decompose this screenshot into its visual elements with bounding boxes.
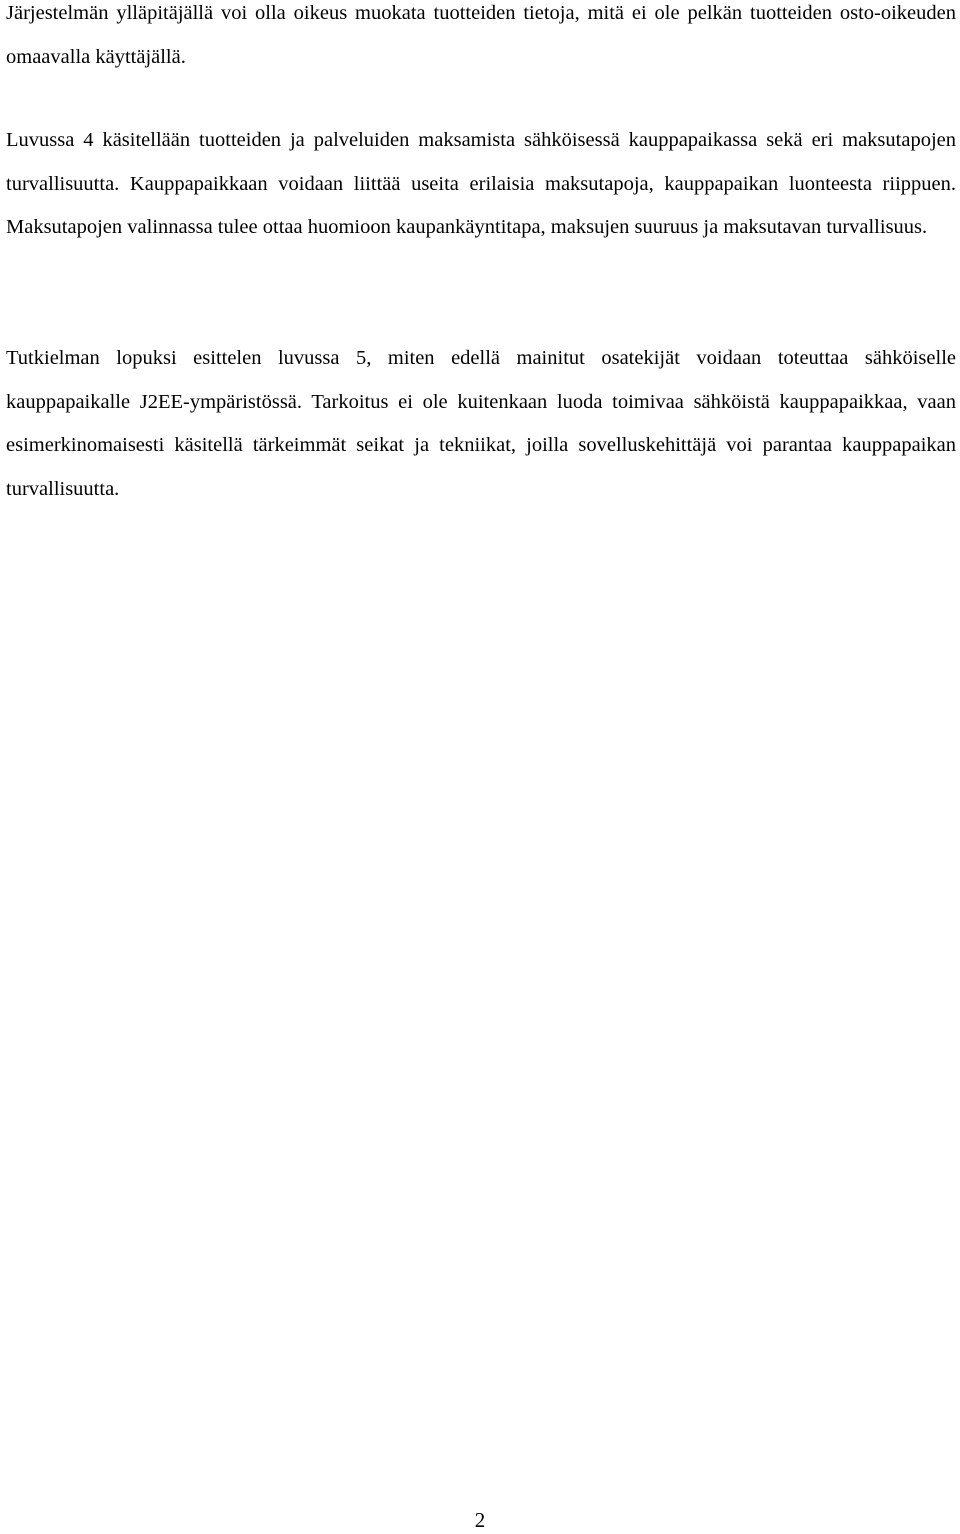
- paragraph-admin-rights: Järjestelmän ylläpitäjällä voi olla oikeus muokata tuotteiden tietoja, mitä ei ole pelkän tuotteiden osto-oikeuden omaavalla käyttäjällä.: [6, 2, 956, 68]
- page-number: 2: [474, 1508, 486, 1532]
- paragraph-chapter-5-summary: Tutkielman lopuksi esittelen luvussa 5, miten edellä mainitut osatekijät voidaan toteuttaa sähköiselle kauppapaikalle J2EE-ympäristössä. Tarkoitus ei ole kuitenkaan luoda toimivaa sähköistä kauppapaikkaa, vaan esimerkinomaisesti käsitellä tärkeimmät seikat ja tekniikat, joilla sovelluskehittäjä voi parantaa kauppapaikan turvallisuutta.: [6, 347, 956, 500]
- paragraph-chapter-4-summary: Luvussa 4 käsitellään tuotteiden ja palveluiden maksamista sähköisessä kauppapaikassa sekä eri maksutapojen turvallisuutta. Kauppapaikkaan voidaan liittää useita erilaisia maksutapoja, kauppapaikan luonteesta riippuen. Maksutapojen valinnassa tulee ottaa huomioon kaupankäyntitapa, maksujen suuruus ja maksutavan turvallisuus.: [6, 129, 956, 238]
